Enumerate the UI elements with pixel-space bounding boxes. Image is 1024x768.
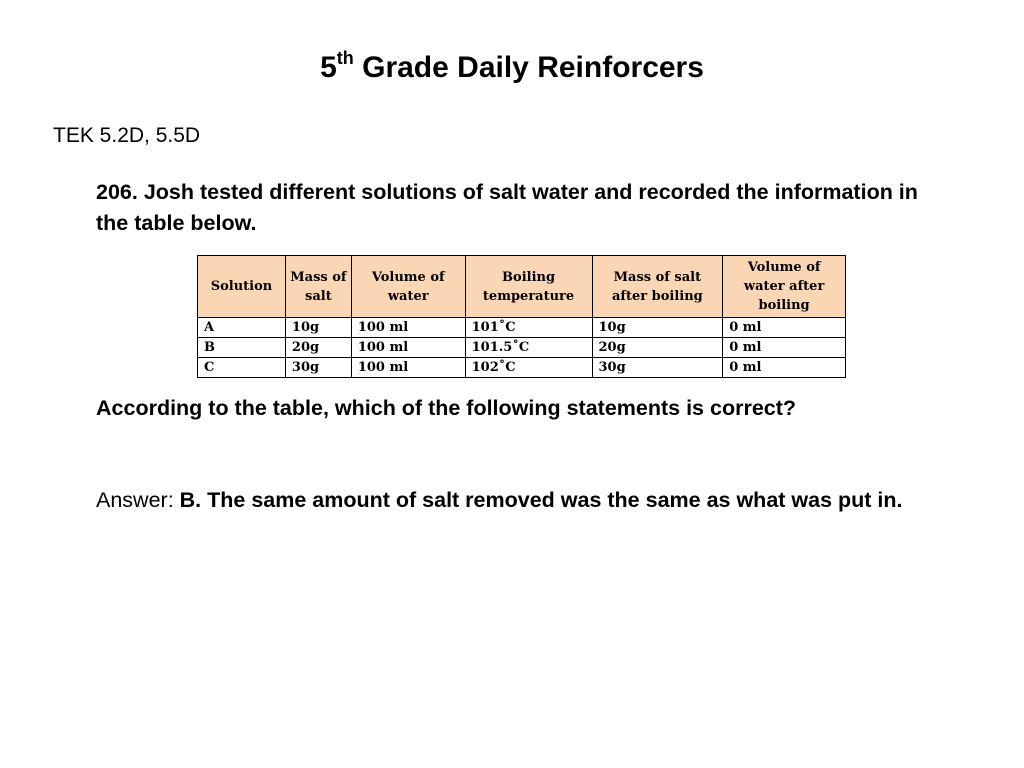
answer-label: Answer:: [96, 488, 174, 512]
answer-text: B. The same amount of salt removed was the same as what was put in.: [179, 488, 903, 512]
cell-mass-after-boiling: 30g: [592, 358, 723, 378]
header-mass-after-boiling: Mass of salt after boiling: [592, 256, 723, 318]
cell-volume-of-water: 100 ml: [351, 318, 465, 338]
cell-boiling-temperature: 101˚C: [465, 318, 592, 338]
cell-volume-of-water: 100 ml: [351, 358, 465, 378]
table-row: [198, 318, 846, 338]
header-volume-after-boiling: Volume of water after boiling: [723, 256, 846, 318]
cell-solution: B: [198, 338, 286, 358]
tek-standards: TEK 5.2D, 5.5D: [53, 124, 201, 147]
title-text: Grade Daily Reinforcers: [362, 51, 704, 84]
cell-mass-after-boiling: 20g: [592, 338, 723, 358]
cell-mass-of-salt: 20g: [285, 338, 351, 358]
cell-volume-of-water: 100 ml: [351, 338, 465, 358]
cell-mass-of-salt: 30g: [285, 358, 351, 378]
salt-water-table: [197, 255, 846, 378]
cell-boiling-temperature: 101.5˚C: [465, 338, 592, 358]
table-row: [198, 338, 846, 358]
header-boiling-temperature: Boiling temperature: [465, 256, 592, 318]
cell-solution: A: [198, 318, 286, 338]
cell-solution: C: [198, 358, 286, 378]
answer-block: [96, 485, 946, 516]
title-grade-number: 5: [320, 51, 337, 84]
header-mass-of-salt: Mass of salt: [285, 256, 351, 318]
title-grade-suffix: th: [336, 48, 354, 68]
header-solution: Solution: [198, 256, 286, 318]
cell-mass-of-salt: 10g: [285, 318, 351, 338]
page-title: [0, 50, 1024, 85]
cell-mass-after-boiling: 10g: [592, 318, 723, 338]
question-prompt: According to the table, which of the following statements is correct?: [96, 396, 797, 420]
cell-volume-after-boiling: 0 ml: [723, 318, 846, 338]
question-text: 206. Josh tested different solutions of salt water and recorded the information in the table below.: [96, 180, 918, 235]
cell-volume-after-boiling: 0 ml: [723, 338, 846, 358]
cell-boiling-temperature: 102˚C: [465, 358, 592, 378]
table-row: [198, 358, 846, 378]
header-volume-of-water: Volume of water: [351, 256, 465, 318]
cell-volume-after-boiling: 0 ml: [723, 358, 846, 378]
table-header-row: [198, 256, 846, 318]
